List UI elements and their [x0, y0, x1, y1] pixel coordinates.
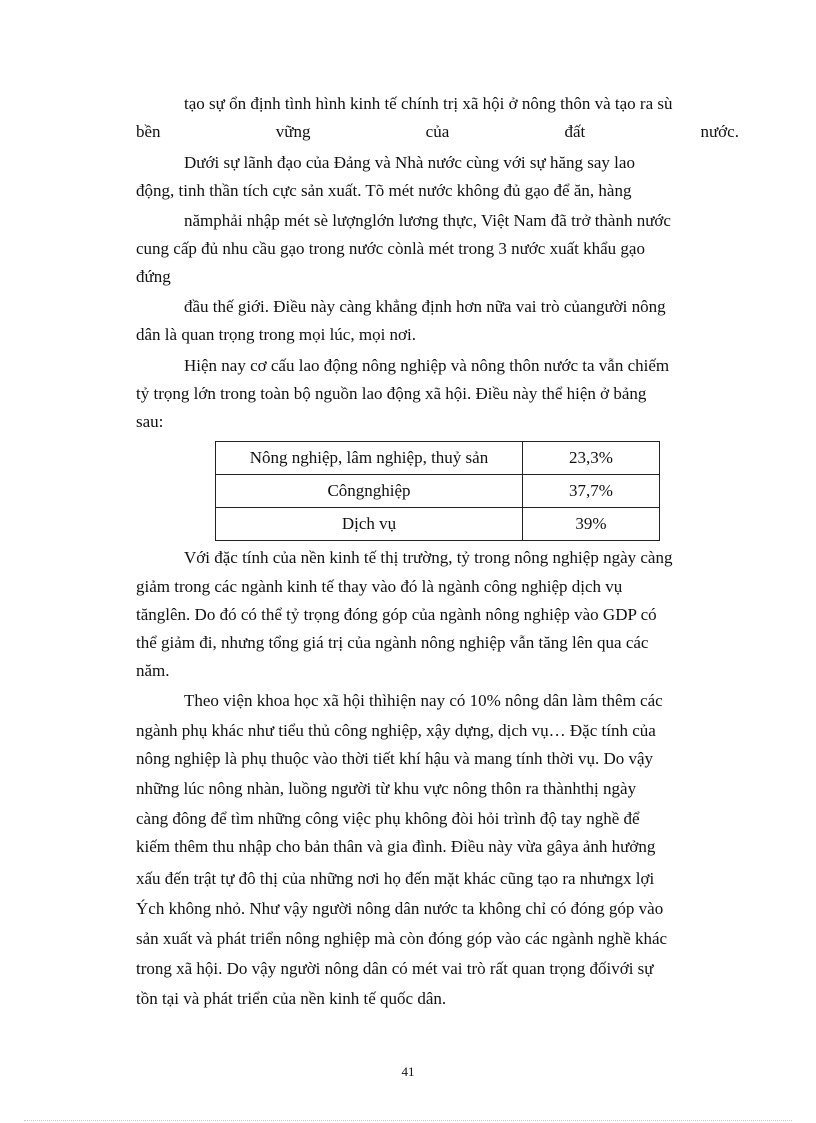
- text-line: động, tinh thần tích cực sản xuất. Tõ mét nước không đủ gạo để ăn, hàng: [136, 181, 632, 200]
- text-line: Theo viện khoa học xã hội thìhiện nay có 10% nông dân làm thêm các: [184, 691, 663, 710]
- table-row: [216, 442, 660, 475]
- page-bottom-divider: [24, 1120, 792, 1121]
- table-cell-share: 37,7%: [523, 475, 660, 508]
- text-line: đầu thế giới. Điều này càng khẳng định hơn nữa vai trò củangười nông: [184, 297, 666, 316]
- text-line: kiếm thêm thu nhập cho bản thân và gia đình. Điều này vừa gâya ảnh hưởng: [136, 837, 656, 856]
- text-line: nông nghiệp là phụ thuộc vào thời tiết khí hậu và mang tính thời vụ. Do vậy: [136, 749, 654, 768]
- text-line: càng đông để tìm những công việc phụ không đòi hỏi trình độ tay nghề để: [136, 809, 640, 828]
- text-line: tạo sự ổn định tình hình kinh tế chính trị xã hội ở nông thôn và tạo ra sù: [184, 94, 673, 113]
- word: bền: [136, 122, 161, 141]
- table-cell-sector: Côngnghiệp: [216, 475, 523, 508]
- text-line: tănglên. Do đó có thể tỷ trọng đóng góp của ngành nông nghiệp vào GDP có: [136, 605, 657, 624]
- table-row: [216, 508, 660, 541]
- page-number: 41: [401, 1064, 415, 1079]
- text-line: đứng: [136, 267, 171, 286]
- text-line: tỷ trọng lớn trong toàn bộ nguồn lao động xã hội. Điều này thể hiện ở bảng: [136, 384, 647, 403]
- word: nước.: [700, 122, 739, 141]
- word: vững: [275, 122, 311, 141]
- table-cell-sector: Dịch vụ: [216, 508, 523, 541]
- text-line: Với đặc tính của nền kinh tế thị trường, tỷ trong nông nghiệp ngày càng: [184, 548, 673, 567]
- word: của: [425, 122, 450, 141]
- text-line-justified: [136, 121, 739, 143]
- text-line: tồn tại và phát triển của nền kinh tế quốc dân.: [136, 989, 447, 1008]
- text-line: những lúc nông nhàn, luồng người từ khu vực nông thôn ra thànhthị ngày: [136, 779, 637, 798]
- text-line: nămphải nhập mét sè lượnglớn lương thực, Việt Nam đã trở thành nước: [184, 211, 671, 230]
- word: đất: [564, 122, 586, 141]
- table-cell-share: 39%: [523, 508, 660, 541]
- text-line: ngành phụ khác như tiểu thủ công nghiệp, xậy dựng, dịch vụ… Đặc tính của: [136, 721, 656, 740]
- text-line: giảm trong các ngành kinh tế thay vào đó là ngành công nghiệp dịch vụ: [136, 577, 623, 596]
- text-line: sau:: [136, 412, 164, 431]
- text-line: Hiện nay cơ cấu lao động nông nghiệp và nông thôn nước ta vẫn chiếm: [184, 356, 670, 375]
- text-line: Ých không nhỏ. Như vậy người nông dân nước ta không chỉ có đóng góp vào: [136, 899, 664, 918]
- text-line: trong xã hội. Do vậy người nông dân có mét vai trò rất quan trọng đốivới sự: [136, 959, 654, 978]
- table-cell-share: 23,3%: [523, 442, 660, 475]
- text-line: thể giảm đi, nhưng tổng giá trị của ngành nông nghiệp vẫn tăng lên qua các: [136, 633, 649, 652]
- labor-structure-table: [215, 441, 660, 541]
- text-line: dân là quan trọng trong mọi lúc, mọi nơi.: [136, 325, 417, 344]
- text-line: Dưới sự lãnh đạo của Đảng và Nhà nước cùng với sự hăng say lao: [184, 153, 635, 172]
- text-line: cung cấp đủ nhu cầu gạo trong nước cònlà mét trong 3 nước xuất khẩu gạo: [136, 239, 645, 258]
- table-row: [216, 475, 660, 508]
- table-cell-sector: Nông nghiệp, lâm nghiệp, thuỷ sản: [216, 442, 523, 475]
- text-line: sản xuất và phát triển nông nghiệp mà còn đóng góp vào các ngành nghề khác: [136, 929, 668, 948]
- text-line: năm.: [136, 661, 170, 680]
- text-line: xấu đến trật tự đô thị của những nơi họ đến mặt khác cũng tạo ra nhưngx lợi: [136, 869, 655, 888]
